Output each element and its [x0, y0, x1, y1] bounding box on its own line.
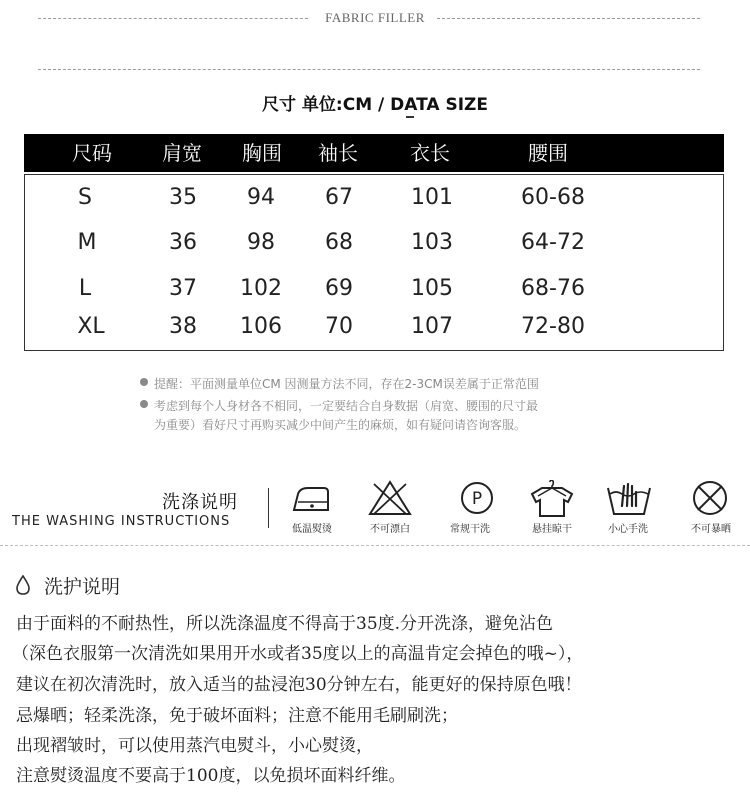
cell-length: 101	[411, 185, 453, 210]
note-bullet	[140, 378, 148, 386]
note-bullet	[140, 400, 148, 408]
care-line: 注意熨烫温度不要高于100度，以免损坏面料纤维。	[16, 766, 406, 786]
body-size-note-line2: 为重要）看好尺寸再购买减少中间产生的麻烦，如有疑问请咨询客服。	[154, 418, 527, 432]
fabric-filler-title: FABRIC FILLER	[0, 10, 750, 26]
cell-waist: 64-72	[521, 230, 585, 255]
cell-chest: 102	[240, 276, 282, 301]
washing-divider	[268, 488, 269, 528]
cell-length: 105	[411, 276, 453, 301]
header-shoulder: 肩宽	[162, 141, 202, 165]
dry-clean-label: 常规干洗	[450, 524, 490, 535]
second-dashed-line	[38, 69, 700, 70]
water-drop-icon	[16, 575, 30, 599]
cell-shoulder: 37	[169, 276, 197, 301]
cell-sleeve: 68	[325, 230, 353, 255]
care-heading: 洗护说明	[44, 576, 121, 598]
header-waist: 腰围	[528, 141, 568, 165]
care-line: （深色衣服第一次清洗如果用开水或者35度以上的高温肯定会掉色的哦~），	[12, 644, 584, 664]
hand-wash-label: 小心手洗	[608, 524, 648, 535]
no-sun-dry-label: 不可暴晒	[691, 524, 731, 535]
cell-shoulder: 38	[169, 314, 197, 339]
cell-length: 103	[411, 230, 453, 255]
header-chest: 胸围	[242, 141, 282, 165]
cell-size: S	[78, 185, 92, 210]
table-row	[25, 228, 725, 258]
cell-sleeve: 70	[325, 314, 353, 339]
washing-title-en: THE WASHING INSTRUCTIONS	[12, 514, 231, 529]
care-line: 由于面料的不耐热性，所以洗涤温度不得高于35度.分开洗涤，避免沾色	[16, 614, 554, 634]
cell-size: M	[77, 230, 97, 255]
washing-title-cn: 洗涤说明	[162, 492, 238, 513]
care-line: 建议在初次清洗时，放入适当的盐浸泡30分钟左右，能更好的保持原色哦！	[16, 675, 582, 695]
hang-dry-label: 悬挂晾干	[532, 524, 572, 535]
cell-size: L	[78, 276, 92, 301]
cell-waist: 72-80	[521, 314, 585, 339]
title-underline	[406, 116, 414, 118]
table-row	[25, 312, 725, 342]
no-bleach-label: 不可漂白	[370, 524, 410, 535]
size-table-body	[24, 174, 724, 351]
body-size-note-line1: 考虑到每个人身材各不相同，一定要结合自身数据（肩宽、腰围的尺寸最	[154, 399, 539, 413]
header-sleeve: 袖长	[318, 141, 358, 165]
cell-sleeve: 67	[325, 185, 353, 210]
iron-label: 低温熨烫	[292, 524, 332, 535]
cell-waist: 68-76	[521, 276, 585, 301]
measurement-note: 提醒：平面测量单位CM 因测量方法不同，存在2-3CM误差属于正常范围	[154, 377, 539, 391]
cell-waist: 60-68	[521, 185, 585, 210]
cell-shoulder: 36	[169, 230, 197, 255]
cell-shoulder: 35	[169, 185, 197, 210]
cell-chest: 98	[247, 230, 275, 255]
cell-chest: 106	[240, 314, 282, 339]
svg-text:P: P	[471, 489, 483, 509]
size-table-header	[24, 134, 724, 172]
section-divider	[0, 545, 750, 546]
cell-sleeve: 69	[325, 276, 353, 301]
size-table-title: 尺寸 单位:CM / DATA SIZE	[262, 95, 488, 115]
care-line: 出现褶皱时，可以使用蒸汽电熨斗，小心熨烫，	[16, 736, 373, 756]
cell-chest: 94	[247, 185, 275, 210]
table-row	[25, 183, 725, 213]
care-line: 忌爆晒；轻柔洗涤，免于破坏面料；注意不能用毛刷刷洗；	[16, 706, 458, 726]
table-row	[25, 274, 725, 304]
header-length: 衣长	[410, 141, 450, 165]
header-size: 尺码	[72, 141, 112, 165]
cell-length: 107	[411, 314, 453, 339]
cell-size: XL	[77, 314, 105, 339]
